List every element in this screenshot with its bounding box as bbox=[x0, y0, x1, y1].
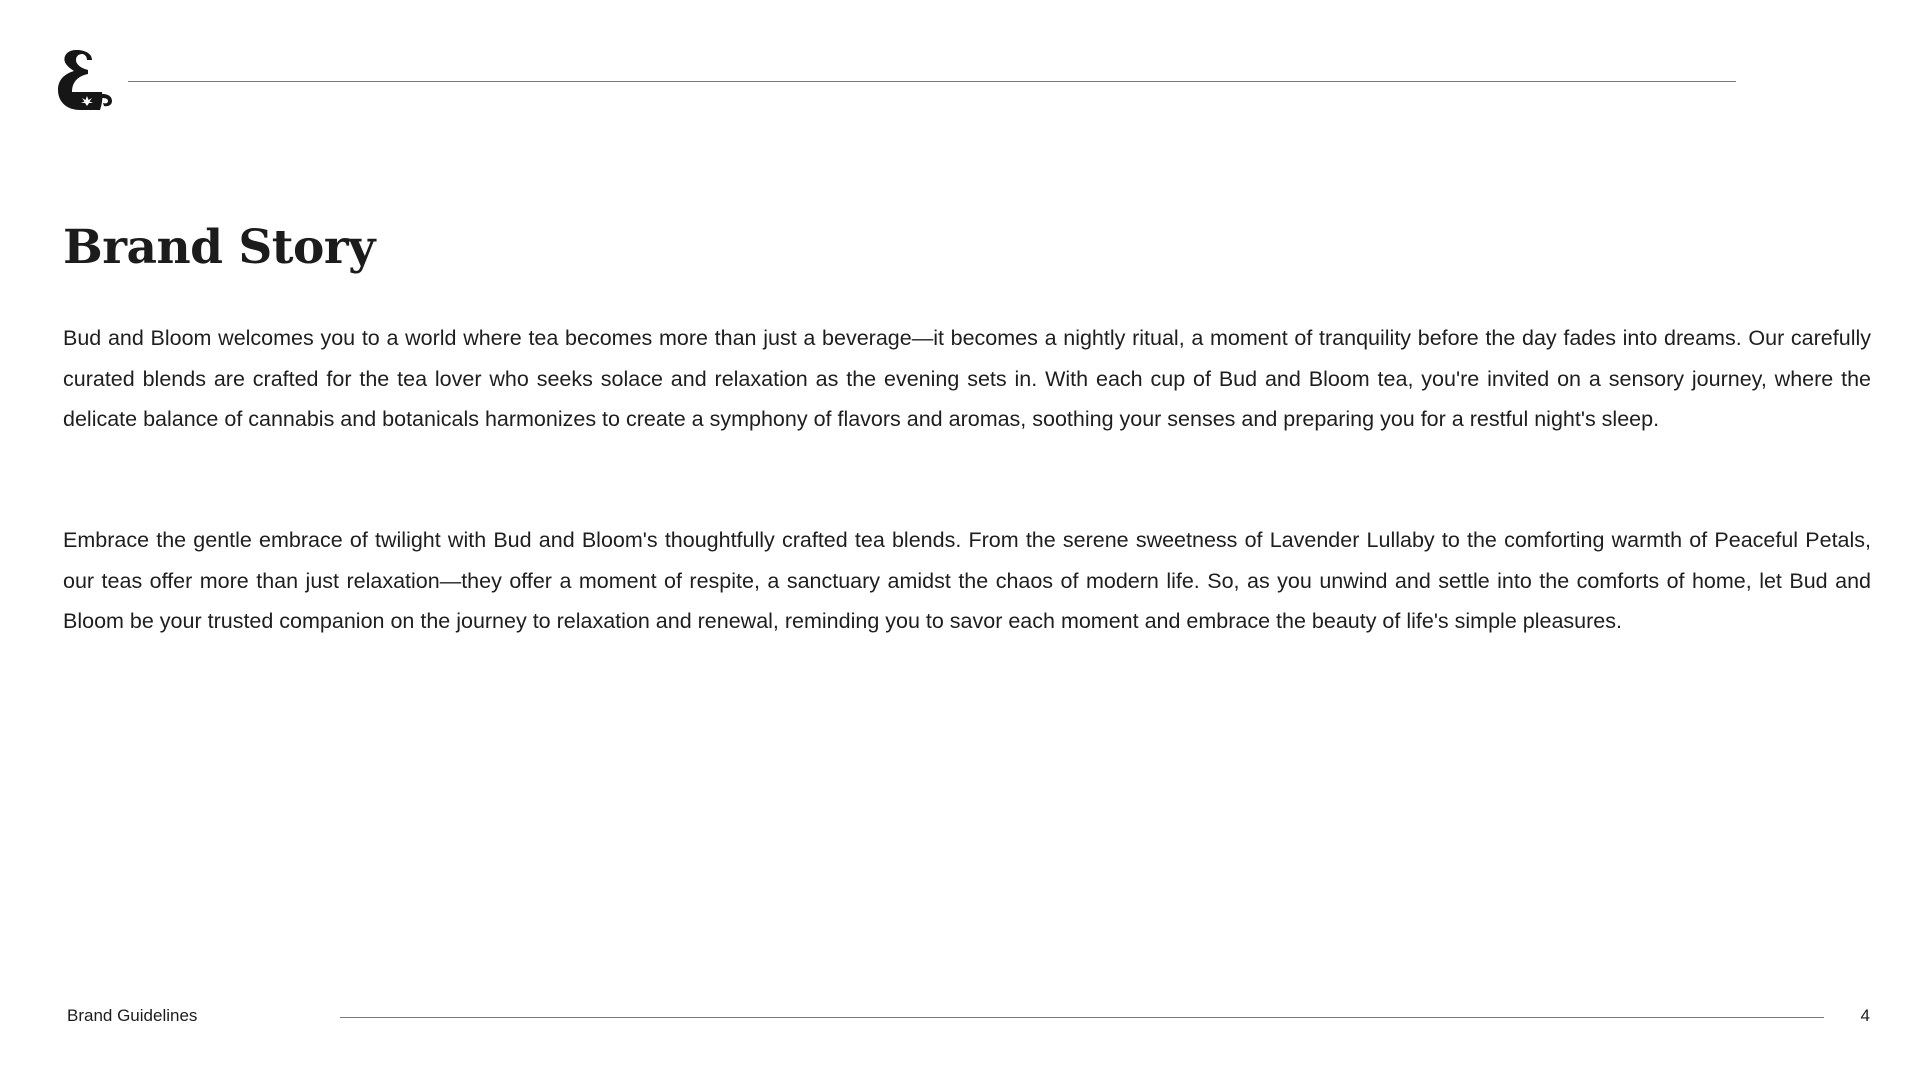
page-number: 4 bbox=[1860, 1006, 1870, 1025]
brand-story-paragraph-2: Embrace the gentle embrace of twilight with Bud and Bloom's thoughtfully crafted tea blends. From the serene sweetness of Lavender Lullaby to the comforting warmth of Peaceful Petals, our teas offer more than just relaxation—they offer a moment of respite, a sanctuary amidst the chaos of modern life. So, as you unwind and settle into the comforts of home, let Bud and Bloom be your trusted companion on the journey to relaxation and renewal, reminding you to savor each moment and embrace the beauty of life's simple pleasures. bbox=[63, 528, 1871, 633]
footer-divider bbox=[340, 1017, 1824, 1018]
page-title: Brand Story bbox=[63, 220, 375, 275]
brand-story-paragraph-1: Bud and Bloom welcomes you to a world where tea becomes more than just a beverage—it becomes a nightly ritual, a moment of tranquility before the day fades into dreams. Our carefully curated blends are crafted for the tea lover who seeks solace and relaxation as the evening sets in. With each cup of Bud and Bloom tea, you're invited on a sensory journey, where the delicate balance of cannabis and botanicals harmonizes to create a symphony of flavors and aromas, soothing your senses and preparing you for a restful night's sleep. bbox=[63, 326, 1871, 431]
ampersand-teacup-logo-icon bbox=[54, 48, 114, 112]
footer-label: Brand Guidelines bbox=[67, 1006, 198, 1025]
header-divider bbox=[128, 81, 1736, 82]
